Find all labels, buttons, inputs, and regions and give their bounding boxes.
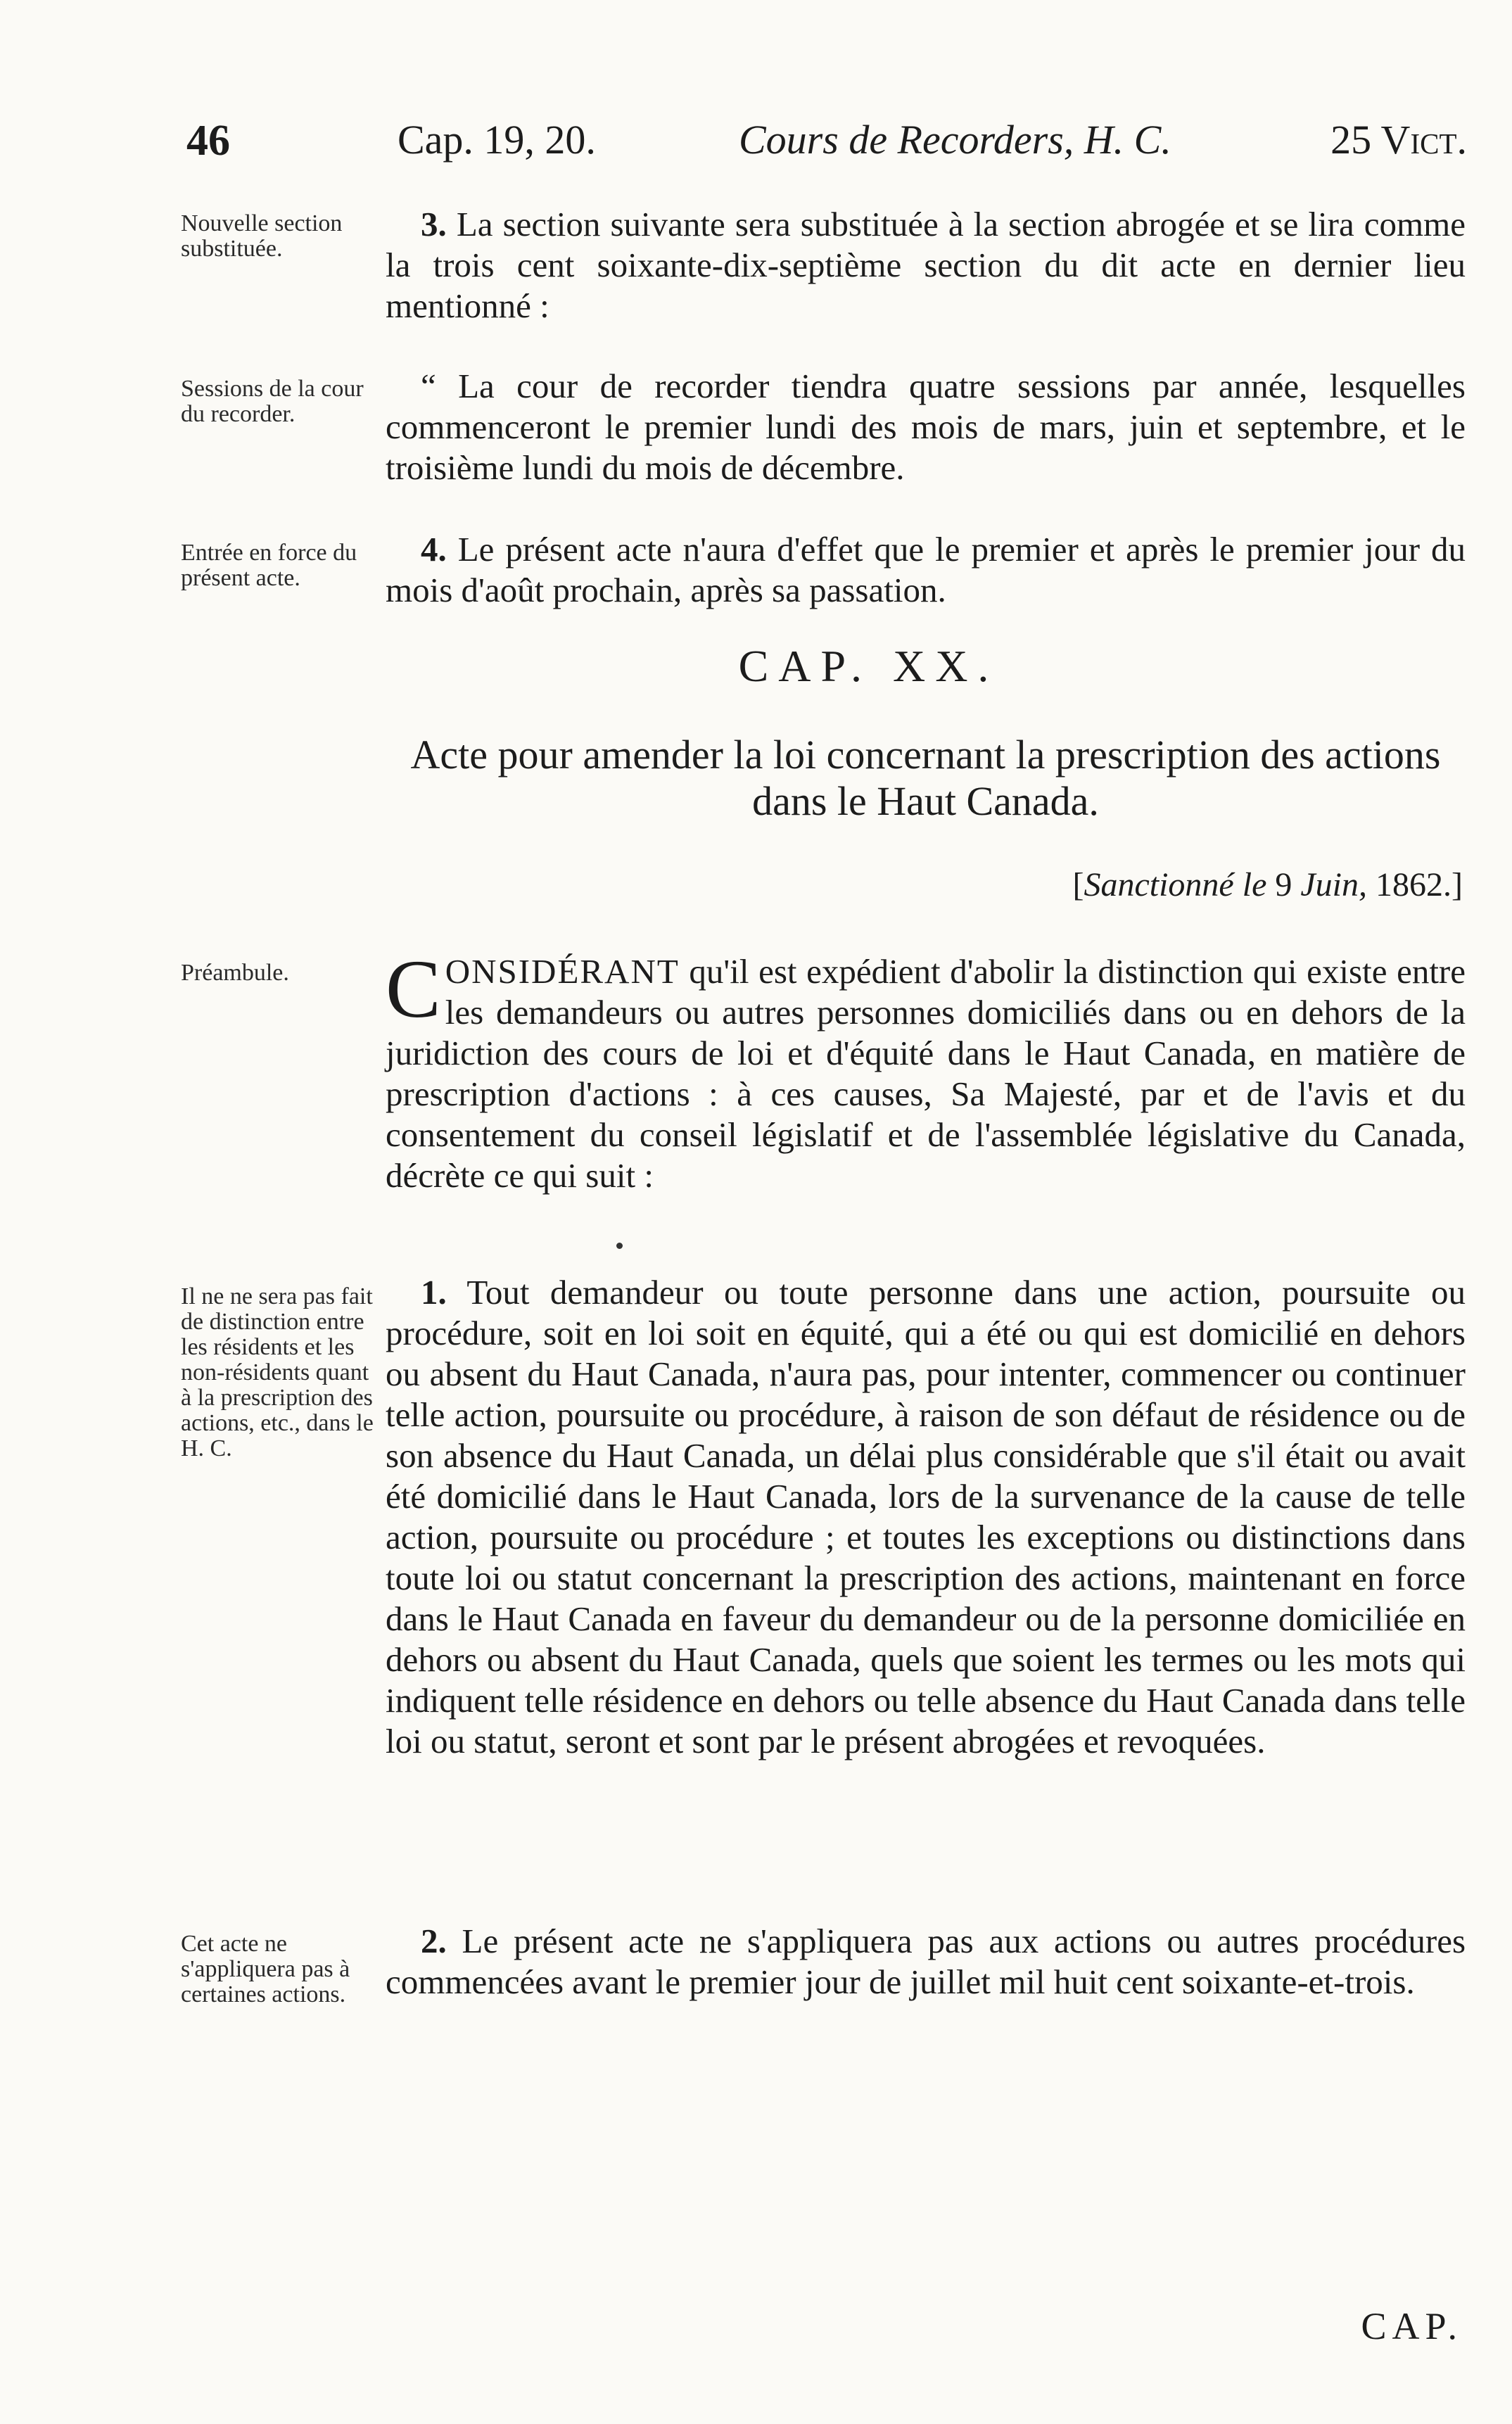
preamble-opening-word: ONSIDÉRANT	[445, 952, 680, 991]
section-1-text: Tout demandeur ou toute personne dans une action, poursuite ou procédure, soit en loi soit en équité, qui a été ou qui est domicilié en dehors ou absent du Haut Canada, n'aura pas, pour intenter, commencer ou continuer telle action, poursuite ou procédure, à raison de son défaut de résidence ou de son absence du Haut Canada, un délai plus considérable que s'il était ou avait été domicilié dans le Haut Canada, lors de la survenance de la cause de telle action, poursuite ou procédure ; et toutes les exceptions ou distinctions dans toute loi ou statut concernant la prescription des actions, maintenant en force dans le Haut Canada en faveur du demandeur ou de la personne domiciliée en dehors ou absent du Haut Canada, quels que soient les termes ou les mots qui indiquent telle résidence en dehors ou telle absence du Haut Canada dans telle loi ou statut, seront et sont par le présent abrogées et revoquées.	[386, 1273, 1466, 1760]
marginal-note-sessions: Sessions de la cour du recorder.	[181, 376, 364, 427]
marginal-note-entry-into-force: Entrée en force du présent acte.	[181, 540, 357, 591]
section-3-number: 3.	[421, 205, 447, 243]
assent-day: 9	[1275, 866, 1292, 903]
assent-year: 1862.]	[1376, 866, 1463, 903]
stray-dot-mark	[616, 1243, 623, 1249]
chapter-reference: Cap. 19, 20.	[398, 117, 596, 163]
section-2-number: 2.	[421, 1922, 447, 1960]
section-1-number: 1.	[421, 1273, 447, 1312]
running-header	[186, 116, 1467, 169]
section-1-paragraph	[386, 1272, 1466, 1762]
section-4-text: Le présent acte n'aura d'effet que le premier et après le premier jour du mois d'août prochain, après sa passation.	[386, 530, 1466, 609]
assent-month: Juin,	[1300, 866, 1368, 903]
regnal-year: 25 Vict.	[1330, 117, 1467, 163]
marginal-note-preamble: Préambule.	[181, 960, 289, 986]
section-3-text: La section suivante sera substituée à la section abrogée et se lira comme la trois cent soixante-dix-septième section du dit acte en dernier lieu mentionné :	[386, 205, 1466, 325]
act-title: Acte pour amender la loi concernant la prescription des actions dans le Haut Canada.	[410, 732, 1441, 824]
preamble-paragraph	[386, 943, 1466, 1196]
assent-bracket: [	[1072, 866, 1084, 903]
catchword: CAP.	[1361, 2305, 1463, 2347]
assent-date	[1072, 865, 1463, 904]
chapter-heading: CAP. XX.	[738, 641, 999, 691]
drop-cap-letter: C	[386, 943, 441, 1035]
section-2-text: Le présent acte ne s'appliquera pas aux actions ou autres procédures commencées avant le premier jour de juillet mil huit cent soixante-et-trois.	[386, 1922, 1466, 2001]
page-number: 46	[186, 117, 230, 165]
section-4-number: 4.	[421, 530, 447, 569]
quoted-section-paragraph: “ La cour de recorder tiendra quatre sessions par année, lesquelles commenceront le premier lundi des mois de mars, juin et septembre, et le troisième lundi du mois de décembre.	[386, 367, 1466, 487]
section-3-paragraph	[386, 204, 1466, 326]
assent-label: Sanctionné le	[1084, 866, 1267, 903]
section-4-paragraph	[386, 529, 1466, 611]
marginal-note-new-section: Nouvelle section substituée.	[181, 210, 343, 262]
marginal-note-no-distinction: Il ne ne sera pas fait de distinction entre les résidents et les non-résidents quant à la prescription des actions, etc., dans le H. C.	[181, 1283, 374, 1461]
marginal-note-application: Cet acte ne s'appliquera pas à certaines actions.	[181, 1931, 350, 2007]
section-2-paragraph	[386, 1921, 1466, 2003]
running-title: Cours de Recorders, H. C.	[739, 117, 1171, 163]
preamble-text: qu'il est expédient d'abolir la distinction qui existe entre les demandeurs ou autres personnes domiciliés dans ou en dehors de la juridiction des cours de loi et d'équité dans le Haut Canada, en matière de prescription d'actions : à ces causes, Sa Majesté, par et de l'avis et du consentement du conseil législatif et de l'assemblée législative du Canada, décrète ce qui suit :	[386, 952, 1466, 1195]
